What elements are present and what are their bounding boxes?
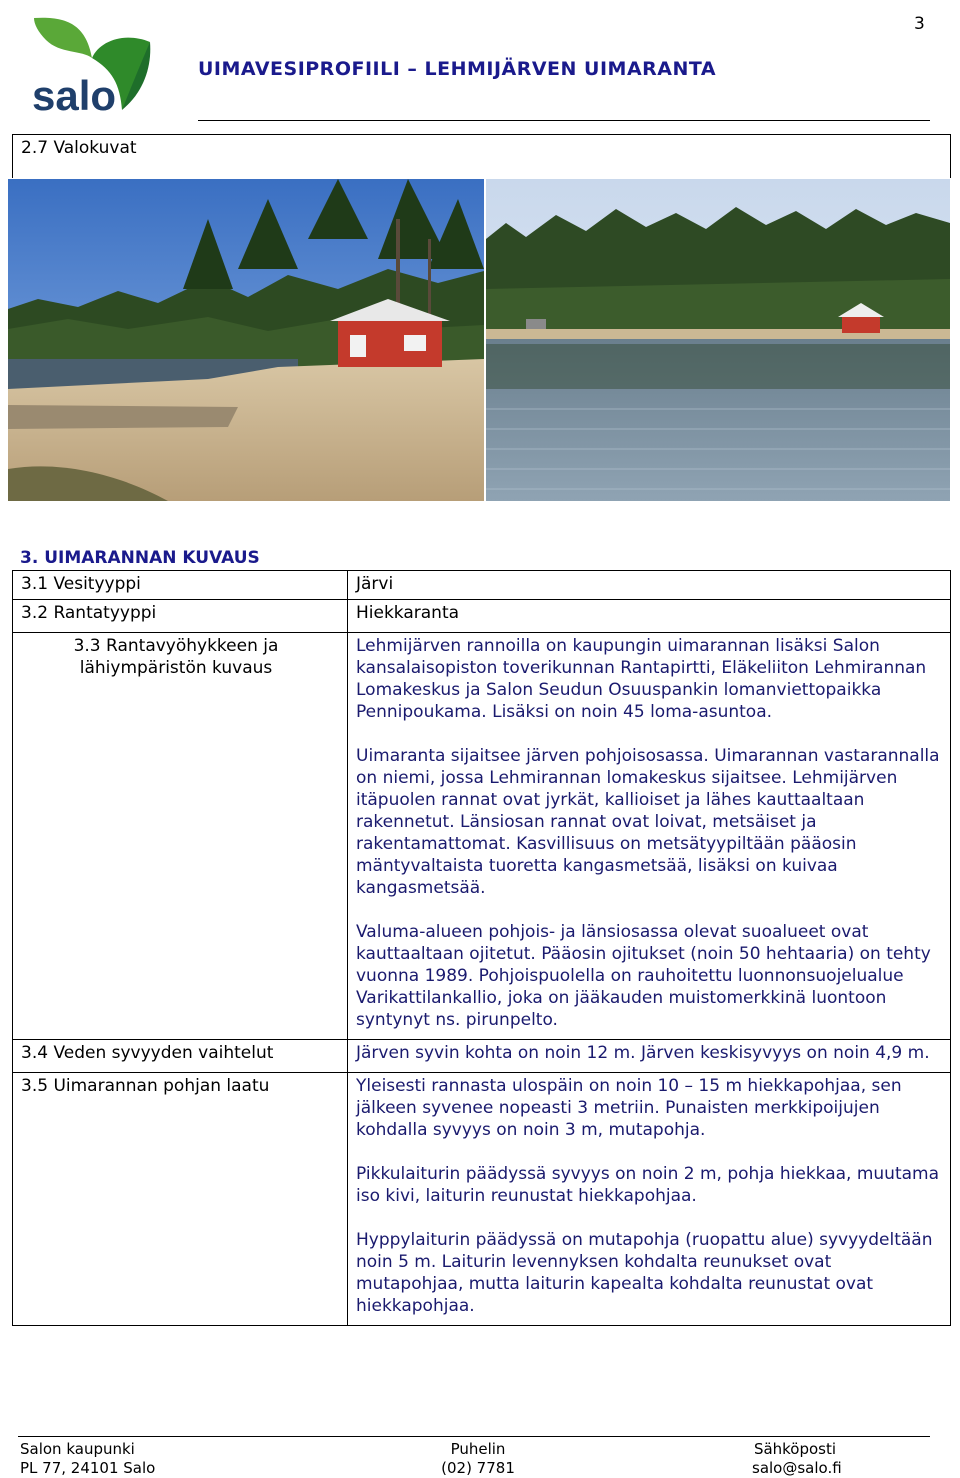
row-value xyxy=(348,571,951,600)
footer-phone-number: (02) 7781 xyxy=(441,1459,515,1477)
value-paragraph: Järven syvin kohta on noin 12 m. Järven keskisyvyys on noin 4,9 m. xyxy=(356,1043,930,1063)
footer-email-address: salo@salo.fi xyxy=(752,1459,842,1477)
value-paragraph: Valuma-alueen pohjois- ja länsiosassa olevat suoalueet ovat kauttaaltaan ojitetut. Pääosin ojitukset (noin 50 hehtaaria) on tehty vuonna 1989. Pohjoispuolella on rauhoitettu luonnonsuojelualue Varikattilankallio, joka on jääkauden muistomerkkinä luontoon syntynyt ns. pirunpelto. xyxy=(356,922,931,1030)
document-title: UIMAVESIPROFIILI – LEHMIJÄRVEN UIMARANTA xyxy=(198,58,717,80)
section-3-heading: 3. UIMARANNAN KUVAUS xyxy=(20,548,260,568)
table-row xyxy=(13,1040,951,1073)
salo-logo xyxy=(26,14,156,120)
row-label: 3.3 Rantavyöhykkeen ja lähiympäristön kuvaus xyxy=(13,633,348,1040)
footer-email xyxy=(752,1440,842,1478)
footer-address xyxy=(20,1440,155,1478)
value-paragraph: Uimaranta sijaitsee järven pohjoisosassa. Uimarannan vastarannalla on niemi, jossa Lehmirannan lomakeskus sijaitsee. Lehmijärven itäpuolen rannat ovat jyrkät, kallioiset ja lähes kauttaaltaan rakennetut. Länsiosan rannat ovat loivat, metsäiset ja rakentamattomat. Kasvillisuus on metsätyypiltään pääosin mäntyvaltaista tuoretta kangasmetsää, lisäksi on kuivaa kangasmetsää. xyxy=(356,746,940,898)
page-number: 3 xyxy=(914,14,925,34)
table-row xyxy=(13,571,951,600)
value-paragraph: Hyppylaiturin päädyssä on mutapohja (ruopattu alue) syvyydeltään noin 5 m. Laiturin levennyksen kohdalta reunukset ovat mutapohjaa, mutta laiturin kapealta kohdalta reunustat ovat hiekkapohjaa. xyxy=(356,1230,933,1316)
value-paragraph: Järvi xyxy=(356,574,394,594)
value-paragraph: Yleisesti rannasta ulospäin on noin 10 – 15 m hiekkapohjaa, sen jälkeen syvenee nopeasti 3 metriin. Punaisten merkkipoijujen kohdalla syvyys on noin 3 m, mutapohja. xyxy=(356,1076,902,1140)
table-row xyxy=(13,1073,951,1326)
value-paragraph: Lehmijärven rannoilla on kaupungin uimarannan lisäksi Salon kansalaisopiston toverikunnan Rantapirtti, Eläkeliiton Lehmirannan Lomakeskus ja Salon Seudun Osuuspankin lomanviettopaikka Pennipoukama. Lisäksi on noin 45 loma-asuntoa. xyxy=(356,636,927,722)
row-label: 3.5 Uimarannan pohjan laatu xyxy=(13,1073,348,1326)
photos-section-title: 2.7 Valokuvat xyxy=(21,138,137,158)
footer-phone-label: Puhelin xyxy=(450,1440,506,1458)
footer-divider xyxy=(18,1436,930,1437)
row-value xyxy=(348,633,951,1040)
beach-pier-sauna-photo xyxy=(8,179,484,501)
photos-section-box xyxy=(12,134,951,178)
row-value xyxy=(348,1073,951,1326)
footer-email-label: Sähköposti xyxy=(753,1440,837,1458)
row-label: 3.2 Rantatyyppi xyxy=(13,600,348,633)
value-paragraph: Hiekkaranta xyxy=(356,603,460,623)
table-row xyxy=(13,633,951,1040)
beach-description-table xyxy=(12,570,951,1326)
table-row xyxy=(13,600,951,633)
value-paragraph: Pikkulaiturin päädyssä syvyys on noin 2 m, pohja hiekkaa, muutama iso kivi, laiturin reunustat hiekkapohjaa. xyxy=(356,1164,940,1206)
logo-wordmark: salo xyxy=(32,72,117,119)
row-label: 3.1 Vesityyppi xyxy=(13,571,348,600)
header-divider xyxy=(198,120,930,121)
lake-forest-shore-photo xyxy=(486,179,950,501)
footer-phone xyxy=(424,1440,532,1478)
footer-postal: PL 77, 24101 Salo xyxy=(20,1459,156,1477)
row-label: 3.4 Veden syvyyden vaihtelut xyxy=(13,1040,348,1073)
footer-org: Salon kaupunki xyxy=(20,1440,135,1458)
row-value xyxy=(348,600,951,633)
row-value xyxy=(348,1040,951,1073)
